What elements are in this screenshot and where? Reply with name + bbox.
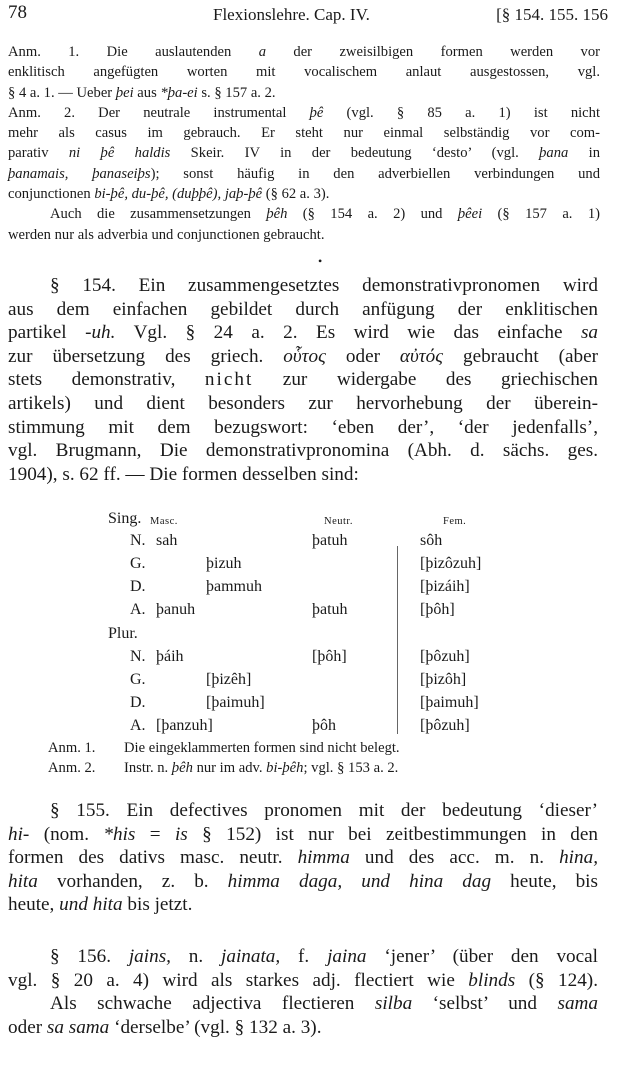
separator-dot: • xyxy=(318,254,323,268)
footnotes-153 xyxy=(8,42,600,245)
note-line: conjunctionen bi-þê, du-þê, (duþþê), jaþ-þê (§ 62 a. 3). xyxy=(8,186,330,203)
text-line: stets demonstrativ, nicht zur widergabe des griechischen xyxy=(8,369,598,391)
text-line: hi- (nom. *his = is § 152) ist nur bei zeitbestimmungen in den xyxy=(8,823,598,845)
paradigm-notes xyxy=(48,738,608,779)
text-line: 1904), s. 62 ff. — Die formen desselben sind: xyxy=(8,463,359,485)
table-row: D. þammuh [þizáih] xyxy=(130,578,470,595)
section-154 xyxy=(8,274,598,486)
paradigm-header-row xyxy=(100,510,600,533)
column-header: Masc. xyxy=(150,516,178,527)
column-header: Fem. xyxy=(443,516,467,527)
page-number: 78 xyxy=(8,2,27,23)
text-line: § 154. Ein zusammengesetztes demonstrativpronomen wird xyxy=(50,275,598,296)
table-row: N. sah þatuh sôh xyxy=(130,532,443,549)
note-row: Anm. 1. Die eingeklammerten formen sind nicht belegt. xyxy=(48,740,400,756)
section-156 xyxy=(8,945,598,1039)
note-line: parativ ni þê haldis Skeir. IV in der bedeutung ‘desto’ (vgl. þana in xyxy=(8,145,600,162)
number-label: Plur. xyxy=(108,625,138,642)
table-row: G. [þizêh] [þizôh] xyxy=(130,671,467,688)
note-line: Anm. 1. Die auslautenden a der zweisilbigen formen werden vor xyxy=(8,44,600,60)
spaced-emphasis: nicht xyxy=(204,369,254,391)
text-line: artikels) und dient besonders zur hervorhebung der überein- xyxy=(8,392,598,414)
greek-word: αὐτός xyxy=(399,345,444,367)
note-line: mehr als casus im gebrauch. Er steht nur einmal selbständig vor com- xyxy=(8,125,600,142)
note-line: enklitisch angefügten worten mit vocalischem anlaut ausgestossen, vgl. xyxy=(8,64,600,81)
column-divider xyxy=(397,546,398,734)
text-line: heute, und hita bis jetzt. xyxy=(8,894,193,916)
chapter-title: Flexionslehre. Cap. IV. xyxy=(213,5,370,24)
section-155 xyxy=(8,799,598,917)
table-row: A. [þanzuh] þôh [þôzuh] xyxy=(130,717,470,734)
text-line: hita vorhanden, z. b. himma daga, und hina dag heute, bis xyxy=(8,870,598,892)
greek-word: οὗτος xyxy=(283,345,326,367)
text-line: zur übersetzung des griech. οὗτος oder αὐτός gebraucht (aber xyxy=(8,345,598,367)
text-line: vgl. § 20 a. 4) wird als starkes adj. flectiert wie blinds (§ 124). xyxy=(8,969,598,991)
table-row: D. [þaimuh] [þaimuh] xyxy=(130,694,479,711)
text-line: § 155. Ein defectives pronomen mit der bedeutung ‘dieser’ xyxy=(50,800,598,821)
table-row: G. þizuh [þizôzuh] xyxy=(130,555,482,572)
text-line: Als schwache adjectiva flectieren silba ‘selbst’ und sama xyxy=(50,993,598,1015)
note-line: Anm. 2. Der neutrale instrumental þê (vgl. § 85 a. 1) ist nicht xyxy=(8,104,600,121)
text-line: aus dem einfachen gebildet durch anfügung der enklitischen xyxy=(8,298,598,320)
note-row: Anm. 2. Instr. n. þêh nur im adv. bi-þêh; vgl. § 153 a. 2. xyxy=(48,760,399,777)
table-row: A. þanuh þatuh [þôh] xyxy=(130,601,455,618)
text-line: vgl. Brugmann, Die demonstrativpronomina (Abh. d. sächs. ges. xyxy=(8,440,598,462)
note-line: þanamais, þanaseiþs); sonst häufig in den adverbiellen verbindungen und xyxy=(8,165,600,182)
text-line: partikel -uh. Vgl. § 24 a. 2. Es wird wie das einfache sa xyxy=(8,322,598,344)
table-row: N. þáih [þôh] [þôzuh] xyxy=(130,648,470,665)
paradigm-plural-row xyxy=(100,625,600,648)
text-line: stimmung mit dem bezugswort: ‘eben der’, ‘der jedenfalls’, xyxy=(8,416,598,438)
number-label: Sing. xyxy=(108,510,142,527)
section-range: [§ 154. 155. 156 xyxy=(496,5,608,24)
text-line: § 156. jains, n. jainata, f. jaina ‘jener’ (über den vocal xyxy=(50,946,599,967)
note-line: Auch die zusammensetzungen þêh (§ 154 a. 2) und þêei (§ 157 a. 1) xyxy=(50,206,600,223)
column-header: Neutr. xyxy=(324,516,353,527)
text-line: formen des dativs masc. neutr. himma und des acc. m. n. hina, xyxy=(8,847,598,869)
note-line: § 4 a. 1. — Ueber þei aus *þa-ei s. § 157 a. 2. xyxy=(8,84,276,101)
text-line: oder sa sama ‘derselbe’ (vgl. § 132 a. 3). xyxy=(8,1016,322,1038)
running-header xyxy=(8,2,608,28)
note-line: werden nur als adverbia und conjunctionen gebraucht. xyxy=(8,226,325,243)
paradigm-table xyxy=(100,510,620,735)
